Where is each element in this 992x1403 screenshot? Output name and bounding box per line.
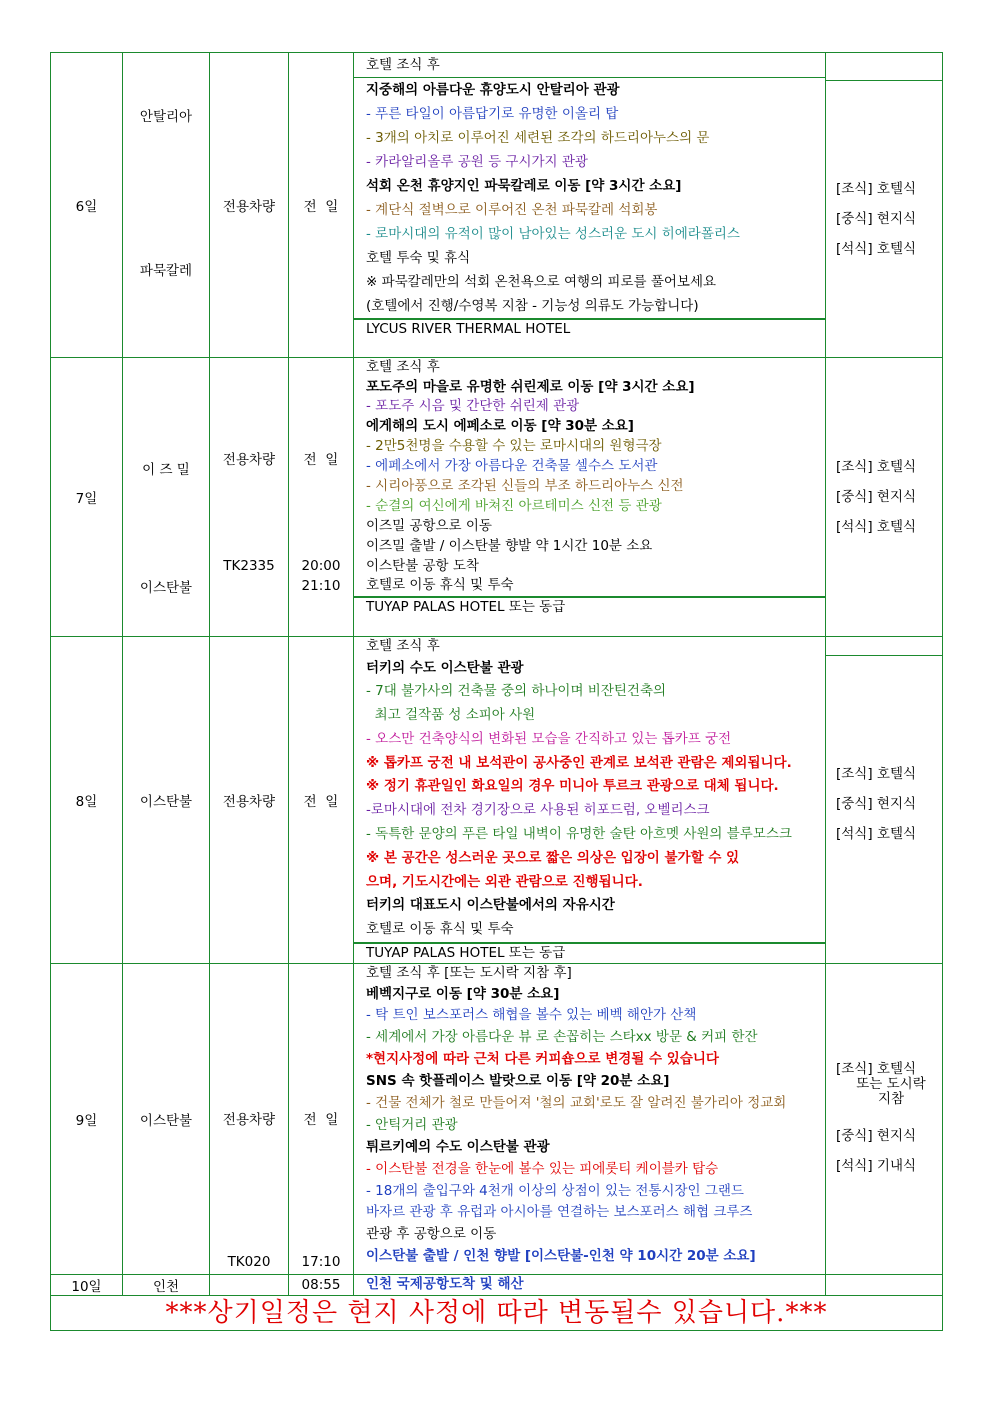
departure-time: 17:10 — [301, 1254, 341, 1271]
time: 전 일 — [303, 1112, 339, 1129]
hotel-name: LYCUS RIVER THERMAL HOTEL — [354, 318, 825, 339]
meal-item: 지참 — [877, 1091, 905, 1108]
schedule-line: ※ 본 공간은 성스러운 곳으로 짧은 의상은 입장이 불가할 수 있 — [366, 849, 740, 866]
day-label: 6일 — [51, 53, 123, 358]
day-row-9 — [51, 964, 943, 1275]
arrival-time: 21:10 — [301, 578, 341, 594]
meal-list — [826, 81, 942, 264]
transport: 전용차량 — [222, 452, 276, 468]
schedule-line: - 포도주 시음 및 간단한 쉬린제 관광 — [366, 398, 580, 415]
schedule-lines — [354, 984, 825, 1269]
day-row-10 — [51, 1275, 943, 1296]
schedule-line: - 7대 불가사의 건축물 중의 하나이며 비잔틴건축의 — [366, 683, 667, 700]
transport: 전용차량 — [210, 637, 289, 964]
meal-item: [석식] 호텔식 — [836, 241, 917, 257]
time: 전 일 — [289, 53, 354, 358]
day-row-8 — [51, 637, 943, 964]
schedule-cell — [354, 964, 826, 1275]
schedule-line: 호텔 조식 후 [또는 도시락 지참 후] — [366, 965, 572, 982]
place-cell — [123, 358, 210, 637]
meal-item: [중식] 현지식 — [836, 489, 917, 505]
schedule-line: ※ 파묵칼레만의 석회 온천욕으로 여행의 피로를 풀어보세요 — [366, 274, 717, 290]
meal-item: [조식] 호텔식 — [836, 1061, 917, 1078]
schedule-lines — [354, 657, 825, 943]
schedule-line: - 로마시대의 유적이 많이 남아있는 성스러운 도시 히에라폴리스 — [366, 226, 740, 242]
schedule-line: 석회 온천 휴양지인 파묵칼레로 이동 [약 3시간 소요] — [366, 178, 682, 194]
schedule-line: 포도주의 마을로 유명한 쉬린제로 이동 [약 3시간 소요] — [366, 378, 695, 395]
schedule-cell — [354, 53, 826, 358]
flight-number: TK020 — [227, 1254, 271, 1271]
schedule-line: 인천 국제공항도착 및 해산 — [366, 1276, 524, 1293]
schedule-line: 호텔 조식 후 — [366, 359, 440, 375]
itinerary-table — [50, 52, 943, 1331]
day-row-6 — [51, 53, 943, 358]
footer-row — [51, 1296, 943, 1331]
place-name: 인천 — [123, 1275, 210, 1296]
arrival-time: 08:55 — [289, 1275, 354, 1296]
schedule-lines — [354, 378, 825, 597]
departure-time: 20:00 — [301, 558, 341, 574]
schedule-line: - 오스만 건축양식의 변화된 모습을 간직하고 있는 톱카프 궁전 — [366, 730, 732, 747]
meal-item: [중식] 현지식 — [836, 211, 917, 227]
meal-item: [석식] 기내식 — [836, 1158, 917, 1175]
schedule-cell — [354, 1275, 826, 1296]
time-cell — [289, 964, 354, 1275]
hotel-name: TUYAP PALAS HOTEL 또는 동급 — [354, 942, 825, 963]
schedule-line: - 푸른 타일이 아름답기로 유명한 이올리 탑 — [366, 106, 619, 122]
schedule-line: - 안틱거리 관광 — [366, 1116, 458, 1133]
place-name: 이스탄불 — [139, 580, 193, 596]
transport: 전용차량 — [210, 53, 289, 358]
place-name: 안탈리아 — [139, 109, 193, 125]
flight-number: TK2335 — [223, 558, 275, 574]
day-label: 9일 — [51, 964, 123, 1275]
schedule-line: - 3개의 아치로 이루어진 세련된 조각의 하드리아누스의 문 — [366, 130, 710, 146]
schedule-line: 이즈밀 출발 / 이스탄불 향발 약 1시간 10분 소요 — [366, 537, 653, 554]
schedule-line: 으며, 기도시간에는 외관 관람으로 진행됩니다. — [366, 873, 643, 890]
schedule-line: 터키의 수도 이스탄불 관광 — [366, 659, 524, 676]
meal-cell — [826, 53, 943, 358]
schedule-lines — [354, 78, 825, 318]
schedule-line: - 18개의 출입구와 4천개 이상의 상점이 있는 전통시장인 그랜드 — [366, 1182, 744, 1199]
schedule-line: 이스탄불 공항 도착 — [366, 557, 479, 574]
day-row-7 — [51, 358, 943, 637]
meal-cell — [826, 964, 943, 1275]
schedule-line: 지중해의 아름다운 휴양도시 안탈리아 관광 — [366, 82, 620, 98]
time-cell — [289, 358, 354, 637]
meal-item: [중식] 현지식 — [836, 796, 917, 812]
schedule-line: SNS 속 핫플레이스 발랏으로 이동 [약 20분 소요] — [366, 1073, 670, 1090]
schedule-lines — [354, 1275, 825, 1294]
schedule-line: - 2만5천명을 수용할 수 있는 로마시대의 원형극장 — [366, 438, 662, 455]
place-cell — [123, 53, 210, 358]
meal-item: [석식] 호텔식 — [836, 519, 917, 535]
schedule-cell — [354, 637, 826, 964]
schedule-line: - 시리아풍으로 조각된 신들의 부조 하드리아누스 신전 — [366, 477, 684, 494]
place-name: 파묵칼레 — [139, 263, 193, 279]
schedule-line: (호텔에서 진행/수영복 지참 - 기능성 의류도 가능합니다) — [366, 298, 699, 314]
schedule-line: 에게해의 도시 에페소로 이동 [약 30분 소요] — [366, 418, 634, 435]
meal-cell — [826, 637, 943, 964]
meal-item: [조식] 호텔식 — [836, 766, 917, 782]
schedule-line: 최고 걸작품 성 소피아 사원 — [366, 707, 536, 724]
schedule-line: 튀르키예의 수도 이스탄불 관광 — [366, 1138, 550, 1155]
schedule-line: 바자르 관광 후 유럽과 아시아를 연결하는 보스포러스 해협 크루즈 — [366, 1204, 753, 1221]
schedule-line: - 이스탄불 전경을 한눈에 볼수 있는 피에롯티 케이블카 탑승 — [366, 1160, 719, 1177]
meal-list — [826, 964, 942, 1181]
hotel-name: TUYAP PALAS HOTEL 또는 동급 — [354, 596, 825, 617]
place-name: 이스탄불 — [123, 637, 210, 964]
day-label: 10일 — [51, 1275, 123, 1296]
day-label: 8일 — [51, 637, 123, 964]
schedule-line: - 건물 전체가 철로 만들어져 '철의 교회'로도 잘 알려진 불가리아 정교회 — [366, 1095, 787, 1112]
schedule-line: - 순결의 여신에게 바쳐진 아르테미스 신전 등 관광 — [366, 497, 662, 514]
schedule-line: 이스탄불 출발 / 인천 향발 [이스탄불-인천 약 10시간 20분 소요] — [366, 1248, 756, 1265]
meal-item: [조식] 호텔식 — [836, 459, 917, 475]
transport-cell — [210, 964, 289, 1275]
meal-list — [826, 358, 942, 542]
schedule-line: 호텔 조식 후 — [354, 53, 825, 78]
time: 전 일 — [303, 452, 339, 468]
schedule-cell — [354, 358, 826, 637]
schedule-line: 베벡지구로 이동 [약 30분 소요] — [366, 985, 560, 1002]
meal-item: 또는 도시락 — [856, 1076, 926, 1093]
meal-cell — [826, 358, 943, 637]
schedule-line: - 세계에서 가장 아름다운 뷰 로 손꼽히는 스타xx 방문 & 커피 한잔 — [366, 1029, 758, 1046]
schedule-line: ※ 톱카프 궁전 내 보석관이 공사중인 관계로 보석관 관람은 제외됩니다. — [366, 754, 792, 771]
schedule-line: 터키의 대표도시 이스탄불에서의 자유시간 — [366, 897, 615, 914]
place-name: 이스탄불 — [123, 964, 210, 1275]
day-label: 7일 — [51, 358, 123, 637]
meal-item: [중식] 현지식 — [836, 1128, 917, 1145]
disclaimer-text: ***상기일정은 현지 사정에 따라 변동될수 있습니다.*** — [51, 1296, 943, 1331]
transport: 전용차량 — [222, 1112, 276, 1129]
schedule-line: ※ 정기 휴관일인 화요일의 경우 미니아 투르크 관광으로 대체 됩니다. — [366, 778, 779, 795]
schedule-line: 호텔 투숙 및 휴식 — [366, 250, 471, 266]
meal-list — [826, 656, 942, 849]
schedule-line: 호텔로 이동 휴식 및 투숙 — [366, 577, 514, 594]
schedule-line: 관광 후 공항으로 이동 — [366, 1226, 497, 1243]
schedule-line: - 에페소에서 가장 아름다운 건축물 셀수스 도서관 — [366, 458, 658, 475]
time: 전 일 — [289, 637, 354, 964]
schedule-line: - 계단식 절벽으로 이루어진 온천 파묵칼레 석회봉 — [366, 202, 658, 218]
schedule-line: - 탁 트인 보스포러스 해협을 볼수 있는 베벡 해안가 산책 — [366, 1007, 697, 1024]
schedule-line: 이즈밀 공항으로 이동 — [366, 517, 492, 534]
schedule-line: - 독특한 문양의 푸른 타일 내벽이 유명한 술탄 아흐멧 사원의 블루모스크 — [366, 826, 792, 843]
schedule-line: 호텔로 이동 휴식 및 투숙 — [366, 921, 514, 938]
transport-cell — [210, 358, 289, 637]
schedule-line: *현지사정에 따라 근처 다른 커피숍으로 변경될 수 있습니다 — [366, 1051, 719, 1068]
schedule-line: -로마시대에 전차 경기장으로 사용된 히포드럼, 오벨리스크 — [366, 802, 710, 819]
meal-item: [석식] 호텔식 — [836, 826, 917, 842]
place-name: 이 즈 밀 — [142, 462, 190, 478]
meal-item: [조식] 호텔식 — [836, 181, 917, 197]
schedule-line: 호텔 조식 후 — [366, 638, 440, 654]
schedule-line: - 카라알리올루 공원 등 구시가지 관광 — [366, 154, 588, 170]
